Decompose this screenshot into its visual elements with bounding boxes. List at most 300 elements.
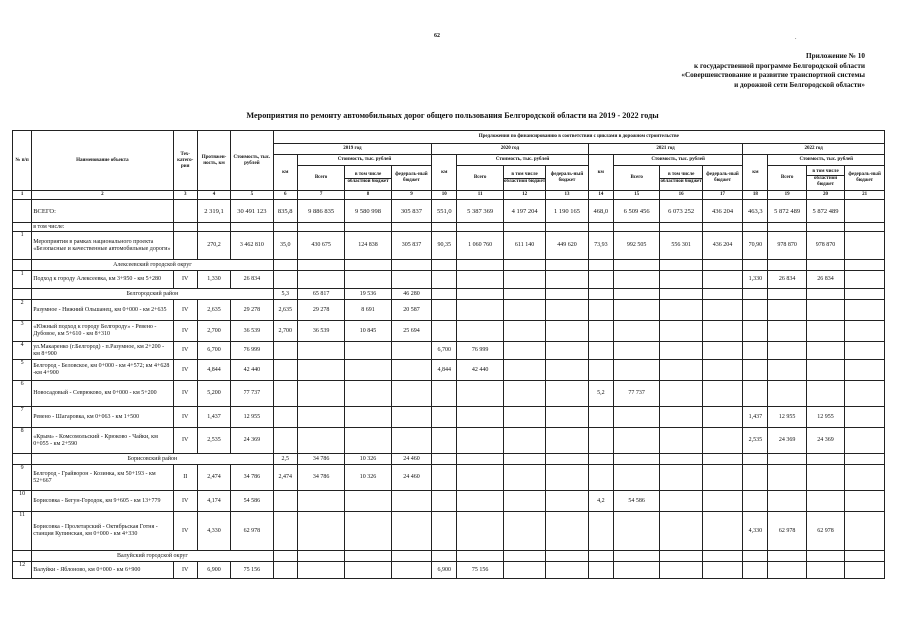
table-cell: 65 817 xyxy=(297,289,344,300)
table-cell xyxy=(546,551,588,562)
header-including-group xyxy=(660,166,702,191)
table-cell xyxy=(503,428,545,454)
table-cell xyxy=(432,407,457,428)
table-cell: 3 462 810 xyxy=(231,232,273,260)
table-cell xyxy=(743,465,768,491)
header-regional: областной бюджет xyxy=(347,178,389,184)
table-cell: 29 278 xyxy=(297,300,344,321)
table-cell xyxy=(503,562,545,579)
object-name-cell: Борисовка - Бегун-Городок, км 9+605 - км 13+779 xyxy=(32,491,173,512)
table-cell xyxy=(588,562,613,579)
table-cell xyxy=(345,223,391,232)
header-including: в том числе xyxy=(504,172,545,179)
table-cell: 463,3 xyxy=(743,200,768,223)
table-cell xyxy=(503,360,545,381)
header-km: км xyxy=(432,155,457,191)
table-cell xyxy=(432,428,457,454)
table-cell xyxy=(503,551,545,562)
table-row xyxy=(13,562,885,579)
table-cell xyxy=(660,260,702,271)
table-cell: 75 156 xyxy=(231,562,273,579)
column-number: 6 xyxy=(273,191,297,200)
column-number: 11 xyxy=(457,191,503,200)
column-number: 18 xyxy=(743,191,768,200)
table-cell xyxy=(768,551,806,562)
table-cell: 76 999 xyxy=(231,342,273,360)
table-cell: 20 587 xyxy=(391,300,431,321)
table-cell xyxy=(702,321,742,342)
appendix-line: и дорожной сети Белгородской области» xyxy=(734,80,865,89)
table-cell: 24 460 xyxy=(391,465,431,491)
table-cell: IV xyxy=(173,360,197,381)
table-cell: 90,35 xyxy=(432,232,457,260)
table-cell: 10 326 xyxy=(345,465,391,491)
column-number: 15 xyxy=(613,191,659,200)
road-repair-table xyxy=(12,130,885,579)
header-federal: федераль-ный бюджет xyxy=(702,166,742,191)
table-cell xyxy=(702,562,742,579)
table-row xyxy=(13,512,885,551)
table-cell: 6 509 456 xyxy=(613,200,659,223)
object-name-cell: Новосадовый - Севрюково, км 0+000 - км 5+200 xyxy=(32,381,173,407)
table-cell xyxy=(845,428,885,454)
table-cell: IV xyxy=(173,342,197,360)
table-cell xyxy=(457,454,503,465)
table-cell xyxy=(297,407,344,428)
table-cell xyxy=(457,260,503,271)
table-cell xyxy=(546,512,588,551)
table-cell xyxy=(297,360,344,381)
table-cell: 4 197 204 xyxy=(503,200,545,223)
table-cell xyxy=(391,342,431,360)
table-cell: 430 675 xyxy=(297,232,344,260)
table-cell: 2,635 xyxy=(273,300,297,321)
table-cell xyxy=(768,381,806,407)
table-cell: 5,2 xyxy=(588,381,613,407)
table-cell: IV xyxy=(173,428,197,454)
table-cell xyxy=(613,562,659,579)
object-name-cell: Ревено - Шагаровка, км 0+063 - км 1+500 xyxy=(32,407,173,428)
object-name-cell: «Южный подход к городу Белгороду» - Ревено - Дубовое, км 5+610 - км 8+310 xyxy=(32,321,173,342)
table-cell xyxy=(660,321,702,342)
table-cell: 1 xyxy=(13,271,32,289)
section-title: Алексеевский городской округ xyxy=(32,260,273,271)
header-regional: областной бюджет xyxy=(503,178,546,184)
table-cell xyxy=(546,300,588,321)
table-cell xyxy=(503,223,545,232)
table-cell xyxy=(660,407,702,428)
table-cell xyxy=(845,551,885,562)
table-cell: 12 955 xyxy=(806,407,844,428)
section-row xyxy=(13,289,885,300)
column-number: 16 xyxy=(660,191,702,200)
table-cell xyxy=(546,321,588,342)
table-cell xyxy=(391,407,431,428)
table-cell xyxy=(432,465,457,491)
table-cell xyxy=(173,200,197,223)
table-cell xyxy=(613,551,659,562)
table-cell xyxy=(231,223,273,232)
header-regional: областной бюджет xyxy=(813,175,838,187)
table-cell: 62 978 xyxy=(231,512,273,551)
table-cell: 5,200 xyxy=(197,381,230,407)
table-cell xyxy=(546,491,588,512)
header-cost-year: Стоимость, тыс. рублей xyxy=(768,155,885,166)
table-cell xyxy=(297,381,344,407)
table-cell xyxy=(588,289,613,300)
table-cell xyxy=(503,381,545,407)
table-cell: 73,93 xyxy=(588,232,613,260)
table-cell xyxy=(845,562,885,579)
table-cell: 305 837 xyxy=(391,200,431,223)
table-cell xyxy=(845,491,885,512)
table-cell xyxy=(588,428,613,454)
table-cell xyxy=(391,381,431,407)
table-cell: 6,700 xyxy=(197,342,230,360)
table-cell xyxy=(546,407,588,428)
header-cost-year: Стоимость, тыс. рублей xyxy=(457,155,588,166)
table-cell xyxy=(173,232,197,260)
column-number: 7 xyxy=(297,191,344,200)
table-cell: 4,174 xyxy=(197,491,230,512)
table-cell: 19 536 xyxy=(345,289,391,300)
table-cell: IV xyxy=(173,321,197,342)
header-km: км xyxy=(273,155,297,191)
table-cell xyxy=(743,491,768,512)
table-cell: 978 870 xyxy=(806,232,844,260)
table-cell: 34 786 xyxy=(231,465,273,491)
table-cell: 8 xyxy=(13,428,32,454)
table-cell xyxy=(391,428,431,454)
table-cell: 556 301 xyxy=(660,232,702,260)
table-cell xyxy=(845,360,885,381)
section-title: Борисовский район xyxy=(32,454,273,465)
table-cell xyxy=(702,407,742,428)
table-cell: 1,330 xyxy=(197,271,230,289)
table-cell xyxy=(273,562,297,579)
table-cell xyxy=(660,223,702,232)
header-year-2020: 2020 год xyxy=(432,144,589,155)
table-cell: 24 369 xyxy=(768,428,806,454)
table-cell xyxy=(546,454,588,465)
table-cell xyxy=(197,223,230,232)
table-cell xyxy=(613,428,659,454)
table-cell xyxy=(613,300,659,321)
table-cell: 2,474 xyxy=(273,465,297,491)
table-cell xyxy=(13,223,32,232)
table-cell xyxy=(546,342,588,360)
table-cell: 30 491 123 xyxy=(231,200,273,223)
table-cell: 270,2 xyxy=(197,232,230,260)
table-cell xyxy=(297,512,344,551)
table-cell xyxy=(613,321,659,342)
section-row xyxy=(13,260,885,271)
table-cell xyxy=(345,407,391,428)
table-cell: 42 440 xyxy=(457,360,503,381)
table-cell xyxy=(702,360,742,381)
table-cell xyxy=(273,551,297,562)
table-cell xyxy=(273,271,297,289)
object-name-cell: Мероприятия в рамках национального проекта «Безопасные и качественные автомобильные дороги» xyxy=(32,232,173,260)
header-total: Всего xyxy=(613,166,659,191)
table-cell: 8 691 xyxy=(345,300,391,321)
table-cell xyxy=(768,223,806,232)
table-cell xyxy=(588,551,613,562)
header-total: Всего xyxy=(768,166,806,191)
table-cell xyxy=(546,223,588,232)
table-cell: IV xyxy=(173,491,197,512)
table-cell: 305 837 xyxy=(391,232,431,260)
table-cell xyxy=(457,428,503,454)
table-cell: 1,437 xyxy=(197,407,230,428)
table-cell xyxy=(503,271,545,289)
table-cell xyxy=(391,512,431,551)
table-cell: 1 190 165 xyxy=(546,200,588,223)
table-cell xyxy=(457,381,503,407)
table-cell: 24 369 xyxy=(806,428,844,454)
header-including-group xyxy=(806,166,844,191)
table-cell xyxy=(613,512,659,551)
table-cell: 6,700 xyxy=(432,342,457,360)
table-cell xyxy=(588,465,613,491)
table-cell xyxy=(391,551,431,562)
table-cell xyxy=(503,300,545,321)
table-cell xyxy=(546,260,588,271)
table-row xyxy=(13,223,885,232)
table-cell xyxy=(845,321,885,342)
table-cell: 1,330 xyxy=(743,271,768,289)
table-cell xyxy=(503,342,545,360)
table-cell xyxy=(273,223,297,232)
table-cell: 2,5 xyxy=(273,454,297,465)
header-regional: областной бюджет xyxy=(660,178,702,184)
document-title: Мероприятия по ремонту автомобильных дорог общего пользования Белгородской области на 2019 - 2022 годы xyxy=(246,111,659,120)
table-row xyxy=(13,407,885,428)
table-cell xyxy=(345,562,391,579)
appendix-line: «Совершенствование и развитие транспортной системы xyxy=(681,71,865,80)
header-federal: федераль-ный бюджет xyxy=(391,166,431,191)
table-cell: 34 786 xyxy=(297,454,344,465)
table-cell: 4,330 xyxy=(743,512,768,551)
table-cell xyxy=(503,321,545,342)
table-cell xyxy=(806,223,844,232)
object-name-cell: Подход к городу Алексеевка, км 3+950 - км 5+280 xyxy=(32,271,173,289)
table-cell xyxy=(432,289,457,300)
table-cell xyxy=(432,271,457,289)
object-name-cell: Белгород - Беловское, км 0+000 - км 4+572; км 4+628 -км 4+900 xyxy=(32,360,173,381)
table-cell: 24 460 xyxy=(391,454,431,465)
table-cell: 26 834 xyxy=(806,271,844,289)
table-cell xyxy=(768,454,806,465)
table-cell xyxy=(432,454,457,465)
table-cell xyxy=(273,407,297,428)
table-cell xyxy=(273,342,297,360)
table-cell xyxy=(588,271,613,289)
table-cell xyxy=(845,454,885,465)
table-cell xyxy=(660,360,702,381)
table-cell xyxy=(743,300,768,321)
table-cell: 5 872 489 xyxy=(806,200,844,223)
column-number: 4 xyxy=(197,191,230,200)
table-cell: 4,844 xyxy=(432,360,457,381)
table-cell xyxy=(702,381,742,407)
table-cell xyxy=(546,289,588,300)
column-number: 5 xyxy=(231,191,273,200)
table-cell: 77 737 xyxy=(613,381,659,407)
section-title: Белгородский район xyxy=(32,289,273,300)
table-row xyxy=(13,428,885,454)
header-year-2021: 2021 год xyxy=(588,144,743,155)
table-cell xyxy=(297,223,344,232)
appendix-line: к государственной программе Белгородской области xyxy=(694,61,865,70)
table-cell xyxy=(845,381,885,407)
header-category: Тех-катего-рия xyxy=(173,131,197,191)
table-cell: 436 204 xyxy=(702,232,742,260)
table-cell: 34 786 xyxy=(297,465,344,491)
corner-mark: . xyxy=(795,35,797,41)
table-cell xyxy=(806,551,844,562)
table-cell: 2,635 xyxy=(197,300,230,321)
table-cell xyxy=(457,289,503,300)
table-cell xyxy=(806,321,844,342)
column-number: 17 xyxy=(702,191,742,200)
section-row xyxy=(13,454,885,465)
table-cell xyxy=(345,491,391,512)
table-cell: 1,437 xyxy=(743,407,768,428)
table-cell xyxy=(273,381,297,407)
header-cost: Стоимость, тыс. рублей xyxy=(231,131,273,191)
table-cell: 36 539 xyxy=(231,321,273,342)
table-cell xyxy=(743,260,768,271)
table-cell xyxy=(845,289,885,300)
table-cell xyxy=(806,360,844,381)
table-cell: 436 204 xyxy=(702,200,742,223)
table-cell xyxy=(457,300,503,321)
table-cell xyxy=(845,512,885,551)
table-cell xyxy=(546,562,588,579)
table-cell xyxy=(391,562,431,579)
table-row xyxy=(13,200,885,223)
table-cell xyxy=(660,465,702,491)
table-cell xyxy=(845,300,885,321)
section-row xyxy=(13,551,885,562)
object-name-cell: Валуйки - Яблоново, км 0+000 - км 6+900 xyxy=(32,562,173,579)
table-cell: IV xyxy=(173,562,197,579)
table-cell: 992 505 xyxy=(613,232,659,260)
table-cell: IV xyxy=(173,407,197,428)
table-cell xyxy=(457,551,503,562)
header-including: в том числе xyxy=(345,172,390,179)
table-cell xyxy=(345,260,391,271)
column-number: 20 xyxy=(806,191,844,200)
table-cell xyxy=(743,551,768,562)
table-cell xyxy=(546,381,588,407)
table-cell: 2,700 xyxy=(273,321,297,342)
table-cell: 6 073 252 xyxy=(660,200,702,223)
table-cell xyxy=(613,454,659,465)
object-name-cell: «Крым» - Комсомольский - Крюково - Чайки, км 0+055 - км 2+590 xyxy=(32,428,173,454)
table-cell xyxy=(457,491,503,512)
table-cell xyxy=(345,551,391,562)
table-cell: 29 278 xyxy=(231,300,273,321)
table-cell xyxy=(768,465,806,491)
table-cell xyxy=(845,342,885,360)
table-cell xyxy=(173,223,197,232)
column-number: 14 xyxy=(588,191,613,200)
table-cell xyxy=(806,491,844,512)
table-cell xyxy=(273,491,297,512)
table-cell xyxy=(432,381,457,407)
column-number: 13 xyxy=(546,191,588,200)
table-cell xyxy=(13,260,32,271)
header-total: Всего xyxy=(457,166,503,191)
table-cell xyxy=(660,300,702,321)
table-cell: 9 xyxy=(13,465,32,491)
table-row xyxy=(13,360,885,381)
table-cell: 42 440 xyxy=(231,360,273,381)
table-cell: 4 xyxy=(13,342,32,360)
table-cell xyxy=(702,551,742,562)
table-cell: IV xyxy=(173,512,197,551)
column-number: 19 xyxy=(768,191,806,200)
table-cell: 2,474 xyxy=(197,465,230,491)
object-name-cell: ул.Макаренко (г.Белгород) - п.Разумное, км 2+200 - км 8+900 xyxy=(32,342,173,360)
table-cell xyxy=(432,260,457,271)
table-cell xyxy=(345,381,391,407)
table-cell: 4,844 xyxy=(197,360,230,381)
table-cell xyxy=(273,512,297,551)
table-cell xyxy=(432,551,457,562)
table-cell xyxy=(845,200,885,223)
table-cell: 54 586 xyxy=(613,491,659,512)
table-cell: 468,0 xyxy=(588,200,613,223)
table-cell: 62 978 xyxy=(806,512,844,551)
column-number: 1 xyxy=(13,191,32,200)
table-cell xyxy=(660,381,702,407)
table-cell xyxy=(546,360,588,381)
table-cell xyxy=(743,223,768,232)
table-cell xyxy=(457,321,503,342)
table-cell xyxy=(768,342,806,360)
table-body xyxy=(13,200,885,579)
table-cell: 75 156 xyxy=(457,562,503,579)
header-name: Наименование объекта xyxy=(32,131,173,191)
table-cell xyxy=(613,360,659,381)
table-cell xyxy=(702,300,742,321)
table-cell: 77 737 xyxy=(231,381,273,407)
table-cell xyxy=(503,454,545,465)
table-cell: 70,90 xyxy=(743,232,768,260)
table-cell xyxy=(702,428,742,454)
table-cell xyxy=(588,260,613,271)
header-km: км xyxy=(588,155,613,191)
table-row xyxy=(13,491,885,512)
including-label: в том числе: xyxy=(32,223,173,232)
table-cell xyxy=(702,342,742,360)
column-number-row xyxy=(13,191,885,200)
table-cell xyxy=(806,300,844,321)
table-cell xyxy=(588,454,613,465)
table-cell xyxy=(660,454,702,465)
table-cell xyxy=(845,260,885,271)
table-cell xyxy=(391,360,431,381)
table-row xyxy=(13,300,885,321)
table-cell xyxy=(768,562,806,579)
header-including-group xyxy=(503,166,545,191)
table-cell: 6,900 xyxy=(197,562,230,579)
table-cell xyxy=(503,407,545,428)
table-cell xyxy=(457,465,503,491)
